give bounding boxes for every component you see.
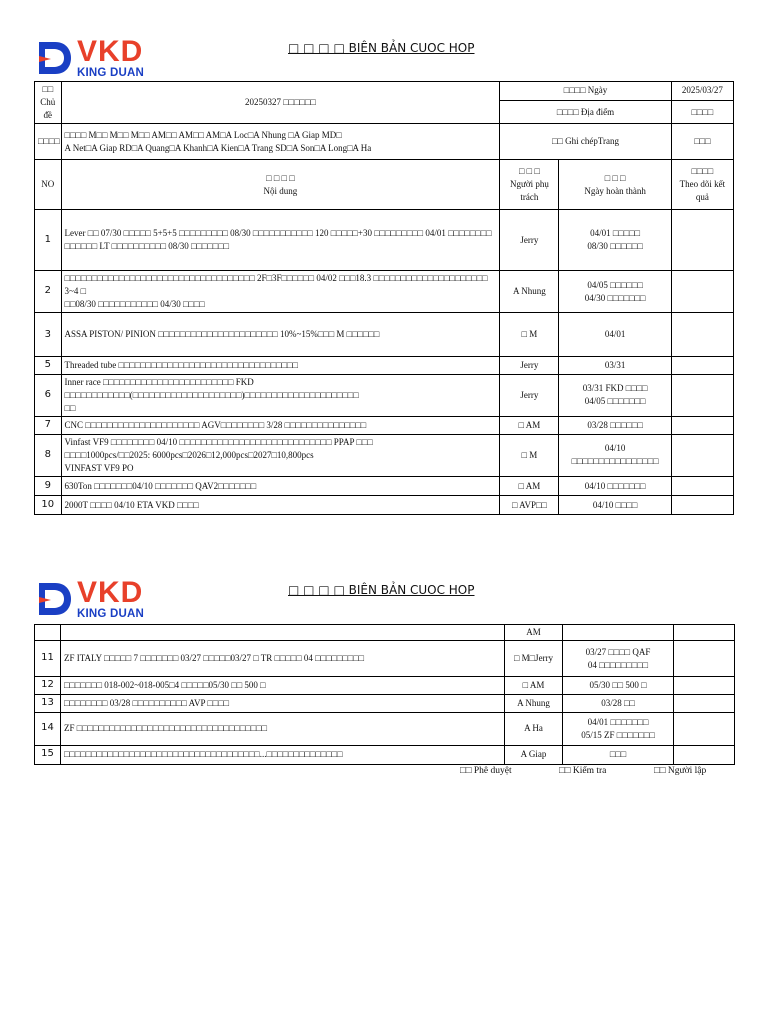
place-label: □□□□ Địa điểm	[500, 100, 671, 123]
table-row	[35, 434, 734, 476]
company-logo-page2	[36, 578, 144, 621]
item-due: 04/01 □□□□□ 08/30 □□□□□□	[559, 210, 671, 271]
item-content: □□□□□□□□□□□□□□□□□□□□□□□□□□□□□□□□□□□ 2F□3F□□□□□□ 04/02 □□□18.3 □□□□□□□□□□□□□□□□□□□□□ 3~4 □ □□08/30 □□□□□□□□□□□ 04/30 □□□□	[61, 271, 500, 313]
document-title: □ □ □ □ BIÊN BẢN CUOC HOP	[288, 41, 475, 55]
item-follow	[674, 745, 735, 764]
item-owner: □ AM	[500, 416, 559, 434]
table-row	[35, 416, 734, 434]
item-follow	[671, 416, 733, 434]
item-due: 04/10 □□□□□□□	[559, 477, 671, 496]
item-owner: □ AVP□□	[500, 496, 559, 515]
item-content: 630Ton □□□□□□□04/10 □□□□□□□ QAV2□□□□□□□	[61, 477, 500, 496]
item-owner: □ M	[500, 434, 559, 476]
document-title-page2: □ □ □ □ BIÊN BẢN CUOC HOP	[288, 583, 475, 597]
date-value: 2025/03/27	[671, 82, 733, 101]
item-due: 04/05 □□□□□□ 04/30 □□□□□□□	[559, 271, 671, 313]
table-row	[35, 695, 735, 713]
item-no: 10	[35, 496, 62, 515]
item-content: □□□□□□□□□□□□□□□□□□□□□□□□□□□□□□□□□□□□...□□□□□□□□□□□□□□	[61, 745, 505, 764]
item-due: 03/31	[559, 357, 671, 375]
continuation-follow	[674, 625, 735, 641]
item-no: 13	[35, 695, 61, 713]
recorder-label: □□ Ghi chépTrang	[500, 124, 671, 160]
table-row	[35, 374, 734, 416]
item-no: 7	[35, 416, 62, 434]
item-no: 12	[35, 677, 61, 695]
item-follow	[671, 496, 733, 515]
brand-name: VKD	[77, 576, 144, 609]
item-follow	[674, 712, 735, 745]
continuation-content	[61, 625, 505, 641]
date-label: □□□□ Ngày	[500, 82, 671, 101]
col-header-content: □ □ □ □ Nội dung	[61, 160, 500, 210]
item-follow	[671, 313, 733, 357]
table-row	[35, 271, 734, 313]
continuation-no	[35, 625, 61, 641]
item-due: 03/28 □□□□□□	[559, 416, 671, 434]
topic-label: □□ Chủ đề	[35, 82, 62, 124]
item-follow	[674, 695, 735, 713]
item-owner: □ AM	[505, 677, 563, 695]
table-row	[35, 677, 735, 695]
item-owner: Jerry	[500, 210, 559, 271]
brand-subname: KING DUAN	[77, 608, 144, 620]
item-content: □□□□□□□ 018-002~018-005□4 □□□□□05/30 □□ 500 □	[61, 677, 505, 695]
item-owner: □ M□Jerry	[505, 641, 563, 677]
item-follow	[674, 641, 735, 677]
recorder-value: □□□	[671, 124, 733, 160]
item-no: 11	[35, 641, 61, 677]
item-follow	[671, 357, 733, 375]
col-header-no: NO	[35, 160, 62, 210]
item-no: 14	[35, 712, 61, 745]
item-due: 05/30 □□ 500 □	[563, 677, 674, 695]
vkd-emblem-icon	[36, 39, 74, 77]
company-logo	[36, 37, 144, 80]
item-no: 15	[35, 745, 61, 764]
item-follow	[671, 271, 733, 313]
item-due: 03/31 FKD □□□□ 04/05 □□□□□□□	[559, 374, 671, 416]
signature-prepare: □□ Người lập	[654, 766, 707, 776]
item-follow	[674, 677, 735, 695]
item-content: ZF □□□□□□□□□□□□□□□□□□□□□□□□□□□□□□□□□□□	[61, 712, 505, 745]
item-no: 9	[35, 477, 62, 496]
item-owner: A Ha	[505, 712, 563, 745]
item-content: Threaded tube □□□□□□□□□□□□□□□□□□□□□□□□□□□□□□□□□	[61, 357, 500, 375]
vkd-emblem-icon	[36, 580, 74, 618]
signature-approve: □□ Phê duyệt	[460, 766, 512, 776]
item-owner: □ M	[500, 313, 559, 357]
continuation-due	[563, 625, 674, 641]
meeting-table-page2	[34, 624, 735, 765]
item-follow	[671, 434, 733, 476]
item-owner: A Nhung	[505, 695, 563, 713]
item-due: 03/28 □□	[563, 695, 674, 713]
item-content: 2000T □□□□ 04/10 ETA VKD □□□□	[61, 496, 500, 515]
continuation-owner: AM	[505, 625, 563, 641]
item-content: □□□□□□□□ 03/28 □□□□□□□□□□ AVP □□□□	[61, 695, 505, 713]
table-row	[35, 477, 734, 496]
item-due: 04/01 □□□□□□□ 05/15 ZF □□□□□□□	[563, 712, 674, 745]
col-header-due: □ □ □ Ngày hoàn thành	[559, 160, 671, 210]
table-row	[35, 712, 735, 745]
table-row	[35, 641, 735, 677]
item-content: Vinfast VF9 □□□□□□□□ 04/10 □□□□□□□□□□□□□□□□□□□□□□□□□□□□ PPAP □□□ □□□□1000pcs/□□2025: 6000pcs□2026□12,000pcs□2027□10,800pcs VINFAST VF9 PO	[61, 434, 500, 476]
item-no: 8	[35, 434, 62, 476]
brand-subname: KING DUAN	[77, 67, 144, 79]
item-due: □□□	[563, 745, 674, 764]
col-header-owner: □ □ □ Người phụ trách	[500, 160, 559, 210]
item-due: 04/01	[559, 313, 671, 357]
item-owner: □ AM	[500, 477, 559, 496]
col-header-follow: □□□□ Theo dõi kết quả	[671, 160, 733, 210]
item-owner: A Giap	[505, 745, 563, 764]
meeting-table-page1	[34, 81, 734, 515]
item-owner: Jerry	[500, 374, 559, 416]
table-row	[35, 745, 735, 764]
item-due: 03/27 □□□□ QAF 04 □□□□□□□□□	[563, 641, 674, 677]
signature-check: □□ Kiểm tra	[559, 766, 607, 776]
item-content: ZF ITALY □□□□□ 7 □□□□□□□ 03/27 □□□□□03/27 □ TR □□□□□ 04 □□□□□□□□□	[61, 641, 505, 677]
table-row	[35, 210, 734, 271]
item-no: 1	[35, 210, 62, 271]
attendees-label: □□□□	[35, 124, 62, 160]
item-due: 04/10 □□□□□□□□□□□□□□□□	[559, 434, 671, 476]
item-no: 6	[35, 374, 62, 416]
item-content: CNC □□□□□□□□□□□□□□□□□□□□□ AGV□□□□□□□□ 3/28 □□□□□□□□□□□□□□□	[61, 416, 500, 434]
item-content: ASSA PISTON/ PINION □□□□□□□□□□□□□□□□□□□□□□ 10%~15%□□□ M □□□□□□	[61, 313, 500, 357]
table-row	[35, 496, 734, 515]
topic-value: 20250327 □□□□□□	[61, 82, 500, 124]
table-row	[35, 357, 734, 375]
item-owner: A Nhung	[500, 271, 559, 313]
item-no: 5	[35, 357, 62, 375]
attendees-value: □□□□ M□□ M□□ M□□ AM□□ AM□□ AM□A Loc□A Nhung □A Giap MD□ A Net□A Giap RD□A Quang□A Khanh□A Kien□A Trang SD□A Son□A Long□A Ha	[61, 124, 500, 160]
item-follow	[671, 477, 733, 496]
item-follow	[671, 374, 733, 416]
item-content: Lever □□ 07/30 □□□□□ 5+5+5 □□□□□□□□□ 08/30 □□□□□□□□□□□ 120 □□□□□+30 □□□□□□□□□ 04/01 □□□□□□□□ □□□□□□ LT □□□□□□□□□□ 08/30 □□□□□□□	[61, 210, 500, 271]
place-value: □□□□	[671, 100, 733, 123]
item-follow	[671, 210, 733, 271]
item-owner: Jerry	[500, 357, 559, 375]
table-row	[35, 313, 734, 357]
item-content: Inner race □□□□□□□□□□□□□□□□□□□□□□□□ FKD □□□□□□□□□□□□(□□□□□□□□□□□□□□□□□□□□)□□□□□□□□□□□□□□□□□□□□□ □□	[61, 374, 500, 416]
item-no: 2	[35, 271, 62, 313]
item-no: 3	[35, 313, 62, 357]
brand-name: VKD	[77, 35, 144, 68]
item-due: 04/10 □□□□	[559, 496, 671, 515]
